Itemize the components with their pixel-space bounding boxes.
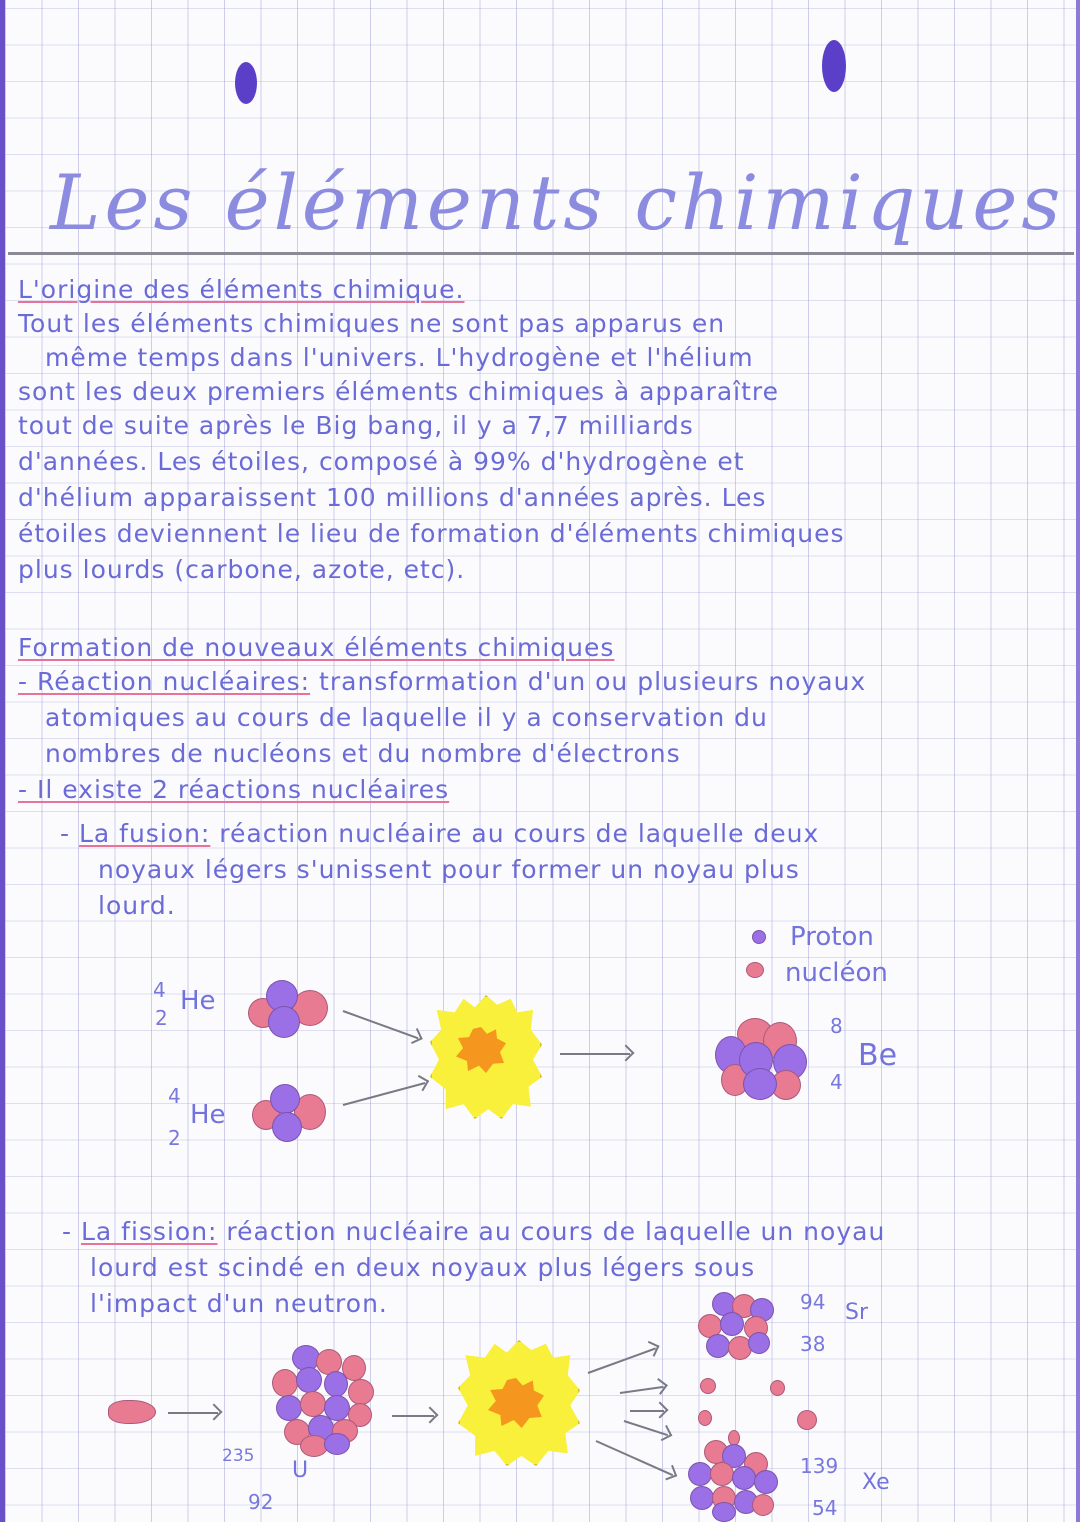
paragraph-line: d'années. Les étoiles, composé à 99% d'hydrogène et	[18, 447, 745, 476]
arrow-icon	[343, 1010, 419, 1039]
paragraph-line: noyaux légers s'unissent pour former un noyau plus	[98, 855, 800, 884]
paragraph-line: même temps dans l'univers. L'hydrogène et l'hélium	[45, 343, 754, 372]
be-mass-number: 8	[830, 1014, 843, 1038]
paragraph-line: plus lourds (carbone, azote, etc).	[18, 555, 466, 584]
neutron-icon	[108, 1400, 156, 1424]
paragraph-line: étoiles deviennent le lieu de formation d'éléments chimiques	[18, 519, 845, 548]
sr-atomic-number: 38	[800, 1332, 826, 1356]
paragraph-line: nombres de nucléons et du nombre d'électrons	[45, 739, 681, 768]
xe-atomic-number: 54	[812, 1496, 838, 1520]
u-atomic-number: 92	[248, 1490, 274, 1514]
term-fusion: La fusion:	[78, 819, 211, 848]
arrow-icon	[596, 1440, 674, 1476]
legend-proton-label: Proton	[790, 922, 874, 952]
paragraph-line: l'impact d'un neutron.	[90, 1289, 388, 1318]
paragraph-line: sont les deux premiers éléments chimiques à apparaître	[18, 377, 780, 406]
arrow-icon	[588, 1347, 656, 1374]
arrow-icon	[630, 1410, 664, 1412]
he1-symbol: He	[180, 986, 216, 1016]
legend-proton-icon	[752, 930, 766, 944]
page-title: Les éléments chimiques	[50, 158, 1065, 247]
definition-line	[18, 664, 866, 700]
two-reactions-line: - Il existe 2 réactions nucléaires	[18, 775, 450, 804]
he2-symbol: He	[190, 1100, 226, 1130]
released-neutron-icon	[700, 1378, 716, 1394]
sr-mass-number: 94	[800, 1290, 826, 1314]
arrow-icon	[620, 1386, 664, 1394]
fission-definition: - La fission: réaction nucléaire au cours de laquelle un noyau	[62, 1217, 886, 1246]
title-divider	[8, 252, 1074, 255]
arrow-icon	[560, 1053, 630, 1055]
term-reaction-nucleaire: - Réaction nucléaires:	[18, 667, 311, 696]
helium-nucleus-icon	[252, 1084, 326, 1144]
released-neutron-icon	[770, 1380, 785, 1396]
he1-mass-number: 4	[153, 978, 166, 1002]
arrow-icon	[168, 1412, 218, 1414]
strontium-nucleus-icon	[698, 1292, 774, 1360]
paragraph-line: atomiques au cours de laquelle il y a conservation du	[45, 703, 768, 732]
arrow-icon	[624, 1420, 668, 1436]
he2-mass-number: 4	[168, 1084, 181, 1108]
xe-symbol: Xe	[862, 1470, 890, 1495]
legend-nucleon-label: nucléon	[785, 958, 888, 988]
be-atomic-number: 4	[830, 1070, 843, 1094]
he1-atomic-number: 2	[155, 1006, 168, 1030]
decorative-dot-right	[822, 40, 846, 92]
arrow-icon	[392, 1415, 434, 1417]
he2-atomic-number: 2	[168, 1126, 181, 1150]
notebook-left-margin	[0, 0, 5, 1522]
u-symbol: U	[292, 1458, 309, 1483]
section-heading-formation: Formation de nouveaux éléments chimiques	[18, 633, 615, 662]
legend-nucleon-icon	[746, 962, 764, 978]
definition-text: transformation d'un ou plusieurs noyaux	[310, 667, 867, 696]
section-heading-origin: L'origine des éléments chimique.	[18, 275, 465, 304]
u-mass-number: 235	[222, 1446, 255, 1466]
paragraph-line: Tout les éléments chimiques ne sont pas apparus en	[18, 309, 726, 338]
xenon-nucleus-icon	[688, 1440, 778, 1520]
fusion-definition: - La fusion: réaction nucléaire au cours de laquelle deux	[60, 819, 820, 848]
paragraph-line: lourd.	[98, 891, 176, 920]
beryllium-nucleus-icon	[715, 1018, 807, 1100]
term-fission: La fission:	[80, 1217, 218, 1246]
paragraph-line: lourd est scindé en deux noyaux plus légers sous	[90, 1253, 756, 1282]
helium-nucleus-icon	[248, 980, 328, 1040]
arrow-icon	[343, 1082, 426, 1106]
sr-symbol: Sr	[845, 1300, 869, 1325]
be-symbol: Be	[858, 1038, 898, 1073]
released-neutron-icon	[797, 1410, 817, 1430]
uranium-nucleus-icon	[270, 1345, 374, 1455]
notebook-right-margin	[1076, 0, 1080, 1522]
decorative-dot-left	[235, 62, 257, 104]
xe-mass-number: 139	[800, 1454, 839, 1478]
released-neutron-icon	[698, 1410, 712, 1426]
paragraph-line: tout de suite après le Big bang, il y a 7,7 milliards	[18, 411, 694, 440]
paragraph-line: d'hélium apparaissent 100 millions d'années après. Les	[18, 483, 767, 512]
